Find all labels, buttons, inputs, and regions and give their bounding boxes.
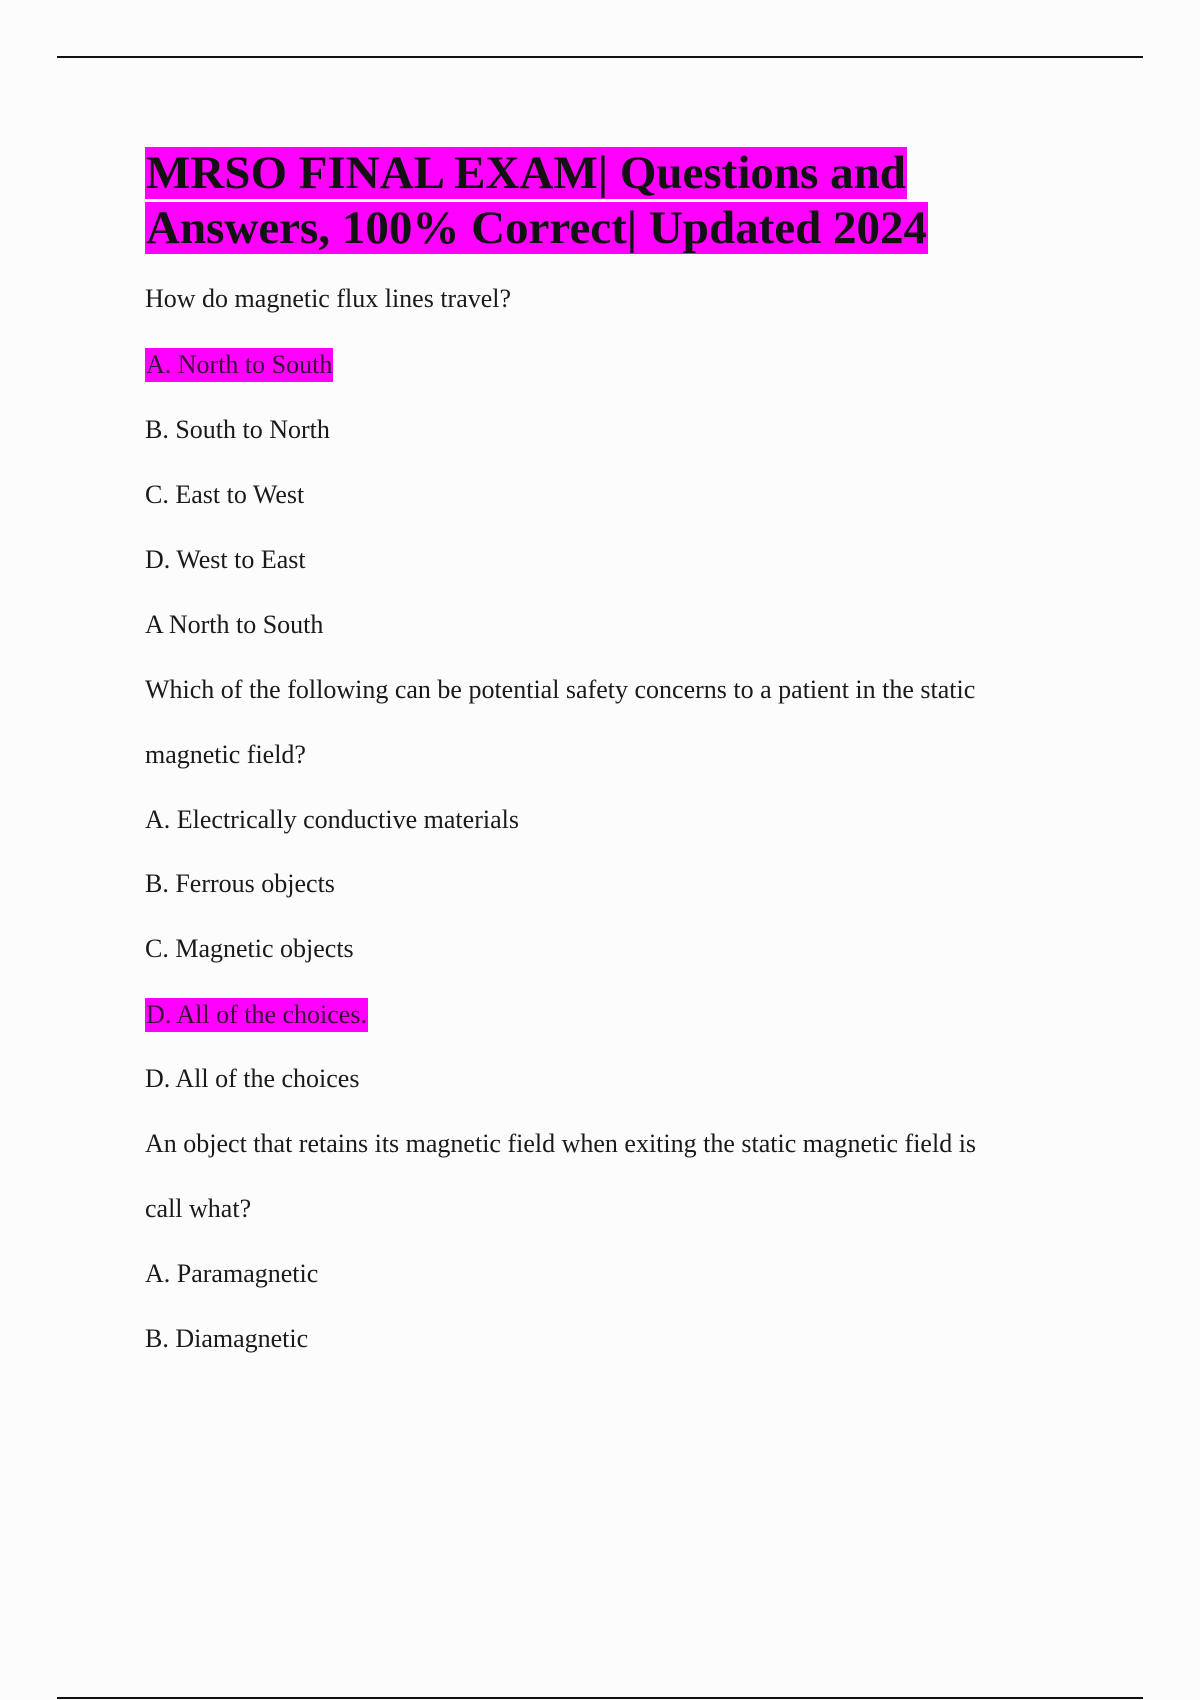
highlighted-option: D. All of the choices. [145,998,368,1032]
document-content [145,146,1075,1353]
question-2-option-a: A. Electrically conductive materials [145,805,519,834]
question-1-option-c: C. East to West [145,480,305,509]
footer-rule [57,1697,1143,1699]
question-2-option-b: B. Ferrous objects [145,869,335,898]
question-1-answer: A North to South [145,610,324,639]
title-line-1: MRSO FINAL EXAM| Questions and [146,147,906,199]
question-3-option-a: A. Paramagnetic [145,1259,319,1288]
question-2-option-d [145,1000,368,1030]
question-2-text-line-2: magnetic field? [145,740,306,769]
question-1-text: How do magnetic flux lines travel? [145,284,512,313]
title-line-2: Answers, 100% Correct| Updated 2024 [146,202,927,254]
question-3-text-line-2: call what? [145,1194,252,1223]
question-1-option-a [145,350,333,380]
question-1-option-d: D. West to East [145,545,306,574]
question-1-option-b: B. South to North [145,415,330,444]
question-3-option-b: B. Diamagnetic [145,1324,309,1353]
question-2-text-line-1: Which of the following can be potential safety concerns to a patient in the static [145,675,976,704]
header-rule [57,56,1143,58]
highlighted-option: A. North to South [145,348,333,382]
document-title [145,146,1075,256]
question-2-option-c: C. Magnetic objects [145,934,354,963]
question-2-answer: D. All of the choices [145,1064,360,1093]
question-3-text-line-1: An object that retains its magnetic field when exiting the static magnetic field is [145,1129,977,1158]
